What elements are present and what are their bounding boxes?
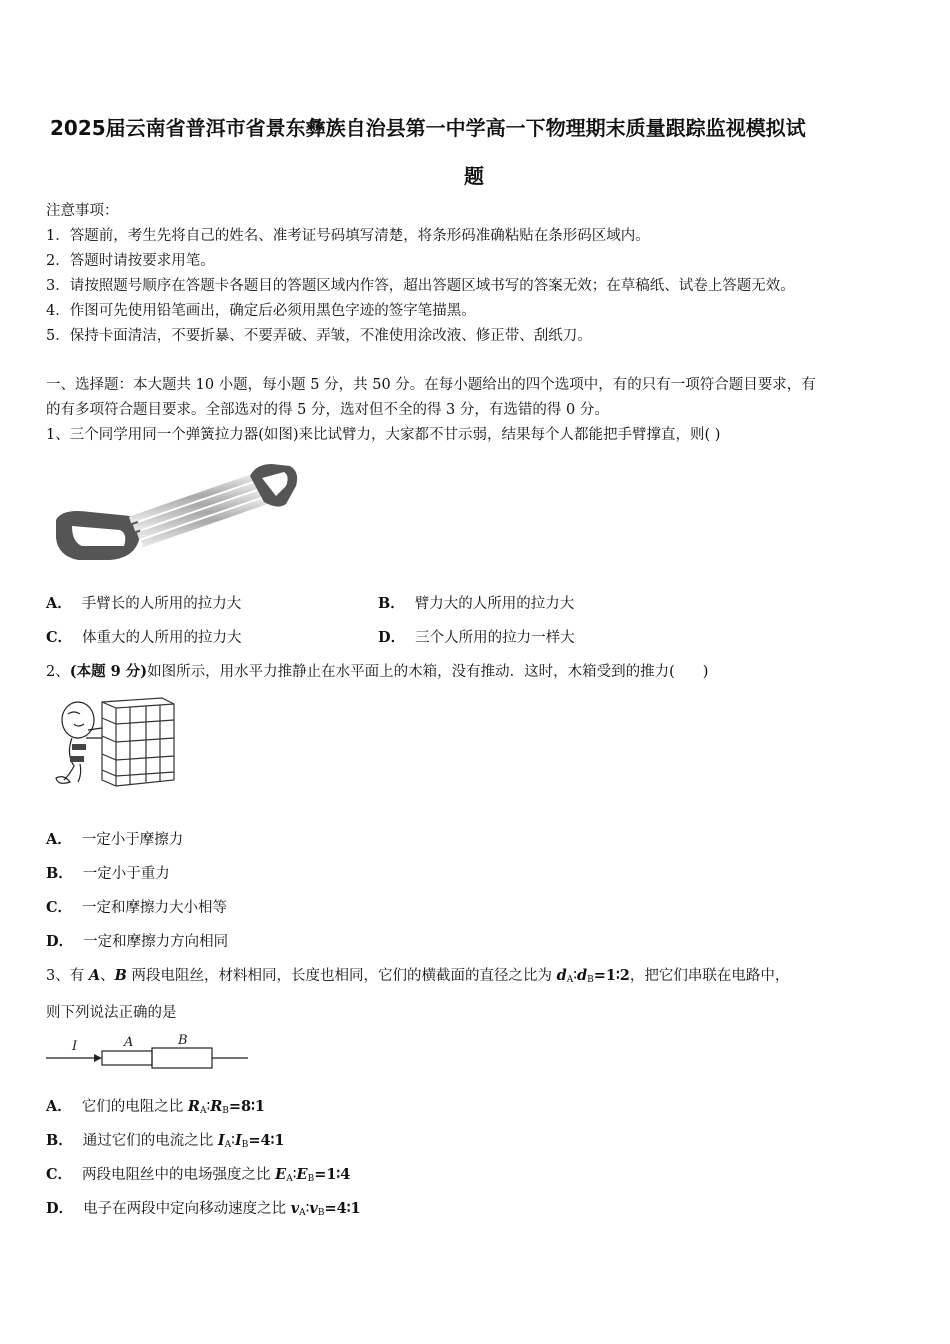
q1-option-d[interactable]: D． 三个人所用的拉力一样大	[378, 629, 575, 646]
question-3-stem-line2: 则下列说法正确的是	[46, 1005, 177, 1021]
q3-option-b[interactable]: B． 通过它们的电流之比 $I_A∶I_B=4∶1$	[46, 1132, 285, 1150]
q3-option-a[interactable]: A． 它们的电阻之比 $R_A∶R_B=8∶1$	[46, 1098, 266, 1116]
circuit-label-a: A	[124, 1035, 134, 1050]
section-heading-line2: 的有多项符合题目要求。全部选对的得 5 分，选对但不全的得 3 分，有选错的得 0 分。	[46, 402, 609, 418]
circuit-diagram	[44, 1030, 250, 1074]
page-title-line1: 2025届云南省普洱市省景东彝族自治县第一中学高一下物理期末质量跟踪监视模拟试	[50, 116, 806, 140]
circuit-label-b: B	[178, 1033, 188, 1048]
q3-option-c[interactable]: C． 两段电阻丝中的电场强度之比 $E_A∶E_B=1∶4$	[46, 1166, 351, 1184]
q1-option-c[interactable]: C． 体重大的人所用的拉力大	[46, 629, 242, 646]
section-heading-line1: 一、选择题：本大题共 10 小题，每小题 5 分，共 50 分。在每小题给出的四个选项中，有的只有一项符合题目要求，有	[46, 377, 816, 393]
circuit-current-label: I	[72, 1039, 78, 1054]
notice-item: 5．保持卡面清洁，不要折暴、不要弄破、弄皱，不准使用涂改液、修正带、刮纸刀。	[46, 328, 592, 344]
q3-option-d[interactable]: D． 电子在两段中定向移动速度之比 $v_A∶v_B=4∶1$	[46, 1200, 361, 1218]
q2-option-d[interactable]: D． 一定和摩擦力方向相同	[46, 933, 229, 950]
q1-option-a[interactable]: A． 手臂长的人所用的拉力大	[46, 595, 242, 612]
question-1-stem: 1、三个同学用同一个弹簧拉力器(如图)来比试臂力，大家都不甘示弱，结果每个人都能把手臂撑直，则( )	[46, 427, 721, 443]
notice-item: 2．答题时请按要求用笔。	[46, 253, 215, 269]
q2-option-b[interactable]: B． 一定小于重力	[46, 865, 170, 882]
q2-option-a[interactable]: A． 一定小于摩擦力	[46, 831, 184, 848]
q2-option-c[interactable]: C． 一定和摩擦力大小相等	[46, 899, 228, 916]
spring-expander-figure	[50, 458, 300, 570]
notice-item: 3．请按照题号顺序在答题卡各题目的答题区域内作答，超出答题区域书写的答案无效；在草稿纸、试卷上答题无效。	[46, 278, 795, 294]
q1-option-b[interactable]: B． 臂力大的人所用的拉力大	[378, 595, 575, 612]
pushing-box-figure	[44, 694, 184, 790]
notice-heading: 注意事项：	[46, 203, 119, 219]
notice-item: 1．答题前，考生先将自己的姓名、准考证号码填写清楚，将条形码准确粘贴在条形码区域内。	[46, 228, 650, 244]
page-title-line2: 题	[464, 164, 484, 188]
notice-item: 4．作图可先使用铅笔画出，确定后必须用黑色字迹的签字笔描黑。	[46, 303, 476, 319]
question-2-stem: 2、(本题 9 分)如图所示，用水平力推静止在水平面上的木箱，没有推动．这时，木箱受到的推力( )	[46, 663, 709, 680]
question-3-stem: 3、有 A、B 两段电阻丝，材料相同，长度也相同，它们的横截面的直径之比为 $d_A∶d_B=1∶2$，把它们串联在电路中，	[46, 967, 790, 985]
